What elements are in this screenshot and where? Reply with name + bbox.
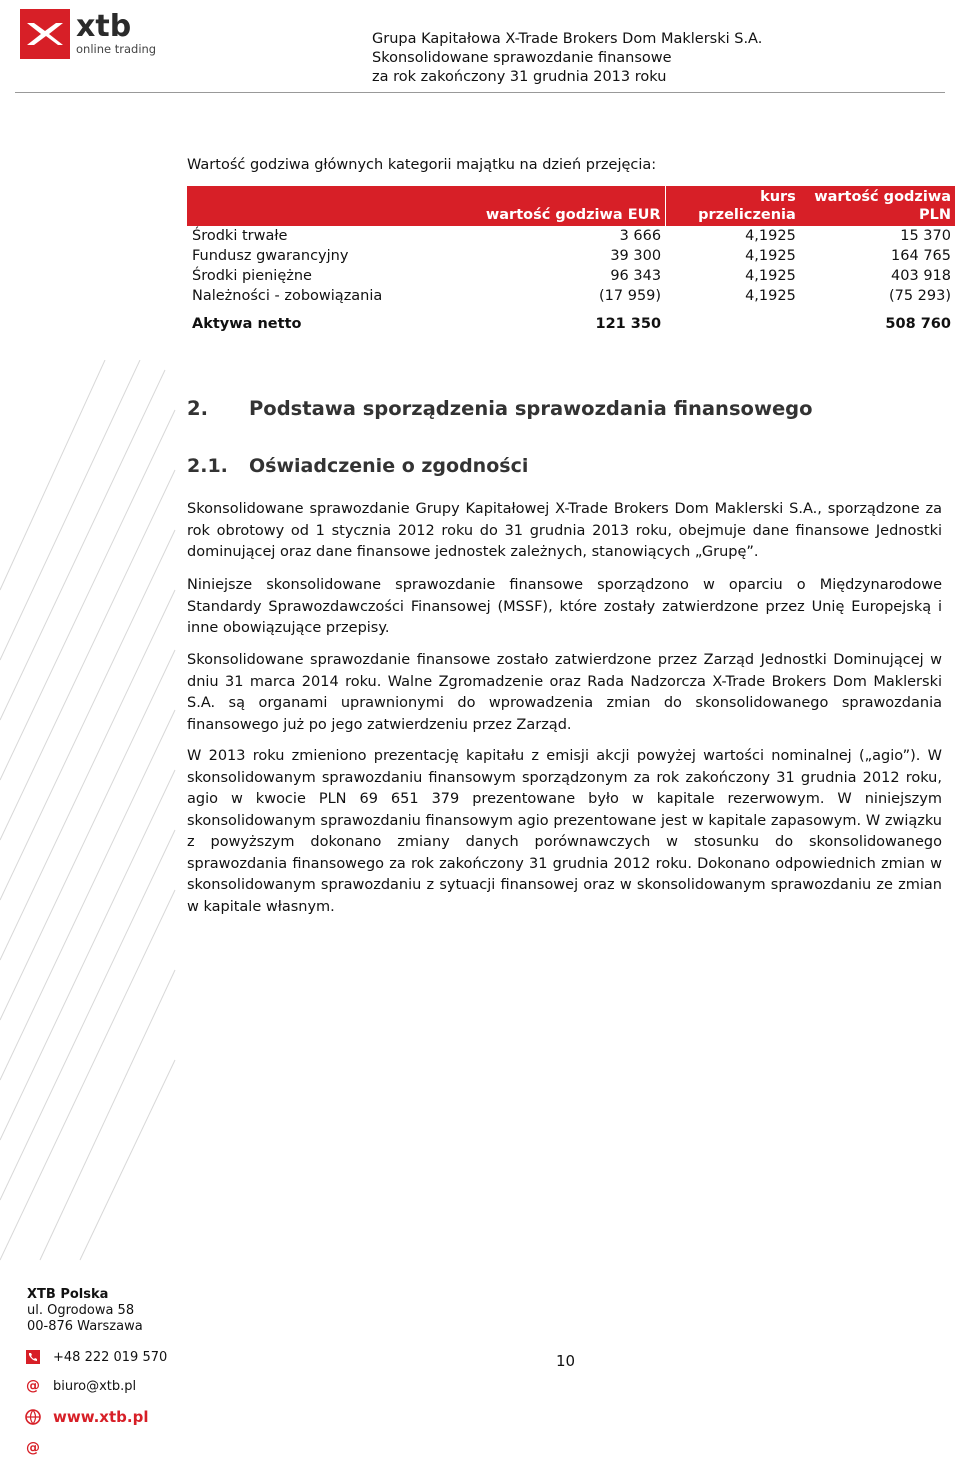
- table-row: [187, 266, 955, 286]
- subsection-number: 2.1.: [187, 455, 228, 477]
- row-rate: 4,1925: [745, 228, 796, 244]
- section-heading: [187, 397, 813, 420]
- table-row: [187, 246, 955, 266]
- globe-icon: [25, 1409, 41, 1425]
- section-title: Podstawa sporządzenia sprawozdania finansowego: [249, 397, 813, 420]
- footer-address: [27, 1287, 143, 1335]
- total-label: Aktywa netto: [192, 316, 302, 332]
- header-eur: wartość godziwa EUR: [386, 186, 665, 226]
- header-report-title: Skonsolidowane sprawozdanie finansowe: [372, 50, 672, 66]
- row-eur: 3 666: [619, 228, 662, 244]
- footer-website[interactable]: [25, 1408, 148, 1426]
- paragraph: Skonsolidowane sprawozdanie finansowe zostało zatwierdzone przez Zarząd Jednostki Dominującej w dniu 31 marca 2014 roku. Walne Zgromadzenie oraz Rada Nadzorcza X-Trade Brokers Dom Maklerski S.A. są organami uprawnionymi do wprowadzenia zmian do skonsolidowanego sprawozdania finansowego już po jego zatwierdzeniu przez Zarząd.: [187, 652, 942, 733]
- table-total-row: [187, 306, 955, 334]
- footer-phone-text: +48 222 019 570: [53, 1349, 168, 1365]
- row-eur: 39 300: [610, 248, 662, 264]
- header-pln: wartość godziwa PLN: [800, 186, 955, 226]
- header-divider: [15, 92, 945, 93]
- footer-city: 00-876 Warszawa: [27, 1319, 143, 1334]
- row-rate: 4,1925: [745, 268, 796, 284]
- total-pln: 508 760: [885, 316, 951, 332]
- section-number: 2.: [187, 397, 208, 420]
- table-intro: Wartość godziwa głównych kategorii majątku na dzień przejęcia:: [187, 157, 657, 173]
- phone-icon: [25, 1349, 41, 1365]
- row-eur: 96 343: [610, 268, 662, 284]
- page-number: 10: [556, 1352, 576, 1370]
- row-pln: 164 765: [891, 248, 951, 264]
- table-row: [187, 286, 955, 306]
- header-label-cell: [187, 186, 386, 226]
- subsection-title: Oświadczenie o zgodności: [249, 455, 529, 477]
- row-pln: (75 293): [888, 288, 951, 304]
- footer-at-mark: [25, 1440, 53, 1456]
- at-icon: @: [26, 1378, 40, 1394]
- header-rate-line1: kurs: [760, 189, 796, 205]
- document-header: [372, 30, 762, 87]
- row-eur: (17 959): [599, 288, 662, 304]
- row-pln: 15 370: [900, 228, 951, 244]
- xtb-logo: [20, 8, 160, 60]
- row-label: Środki trwałe: [192, 228, 288, 244]
- row-pln: 403 918: [891, 268, 951, 284]
- header-rate-line2: przeliczenia: [698, 207, 796, 223]
- paragraph: W 2013 roku zmieniono prezentację kapitału z emisji akcji powyżej wartości nominalnej („agio”). W skonsolidowanym sprawozdaniu finansowym sporządzonym za rok zakończony 31 grudnia 2012 roku, agio w kwocie PLN 69 651 379 prezentowane było w kapitale rezerwowym. W niniejszym skonsolidowanym sprawozdaniu finansowym agio prezentowane jest w kapitale zapasowym. W związku z powyższym dokonano zmiany danych porównawczych w stosunku do skonsolidowanego sprawozdania finansowego za rok zakończony 31 grudnia 2012 roku. Dokonano odpowiednich zmian w skonsolidowanym sprawozdaniu z sytuacji finansowej oraz w skonsolidowanym sprawozdaniu ze zmian w kapitale własnym.: [187, 748, 942, 915]
- row-label: Należności - zobowiązania: [192, 288, 383, 304]
- footer-website-text[interactable]: www.xtb.pl: [53, 1408, 149, 1426]
- footer-email-text[interactable]: biuro@xtb.pl: [53, 1378, 137, 1394]
- subsection-heading: [187, 455, 528, 477]
- header-period: za rok zakończony 31 grudnia 2013 roku: [372, 69, 667, 85]
- total-eur: 121 350: [595, 316, 662, 332]
- footer-street: ul. Ogrodowa 58: [27, 1303, 135, 1318]
- logo-mark: [20, 9, 70, 59]
- logo-word: xtb: [76, 9, 132, 45]
- row-label: Fundusz gwarancyjny: [192, 248, 349, 264]
- footer-phone: [25, 1349, 167, 1365]
- logo-arrow-icon: [25, 17, 65, 51]
- paragraph: Niniejsze skonsolidowane sprawozdanie finansowe sporządzono w oparciu o Międzynarodowe Standardy Sprawozdawczości Finansowej (MSSF), które zostały zatwierdzone przez Unię Europejską i inne obowiązujące przepisy.: [187, 577, 942, 636]
- row-label: Środki pieniężne: [192, 268, 312, 284]
- fair-value-table: [187, 186, 955, 334]
- at-icon: @: [26, 1440, 40, 1456]
- total-rate: [665, 306, 800, 334]
- row-rate: 4,1925: [745, 248, 796, 264]
- footer-email: [25, 1378, 136, 1394]
- header-company: Grupa Kapitałowa X-Trade Brokers Dom Maklerski S.A.: [372, 31, 763, 47]
- table-header-row: [187, 186, 955, 226]
- header-rate: [665, 186, 800, 226]
- table-row: [187, 226, 955, 246]
- footer-company: XTB Polska: [27, 1287, 109, 1302]
- logo-tagline: online trading: [76, 42, 157, 57]
- row-rate: 4,1925: [745, 288, 796, 304]
- paragraph: Skonsolidowane sprawozdanie Grupy Kapitałowej X-Trade Brokers Dom Maklerski S.A., sporządzone za rok obrotowy od 1 stycznia 2012 roku do 31 grudnia 2013 roku, obejmuje dane finansowe Jednostki dominującej oraz dane finansowe jednostek zależnych, stanowiących „Grupę”.: [187, 501, 942, 560]
